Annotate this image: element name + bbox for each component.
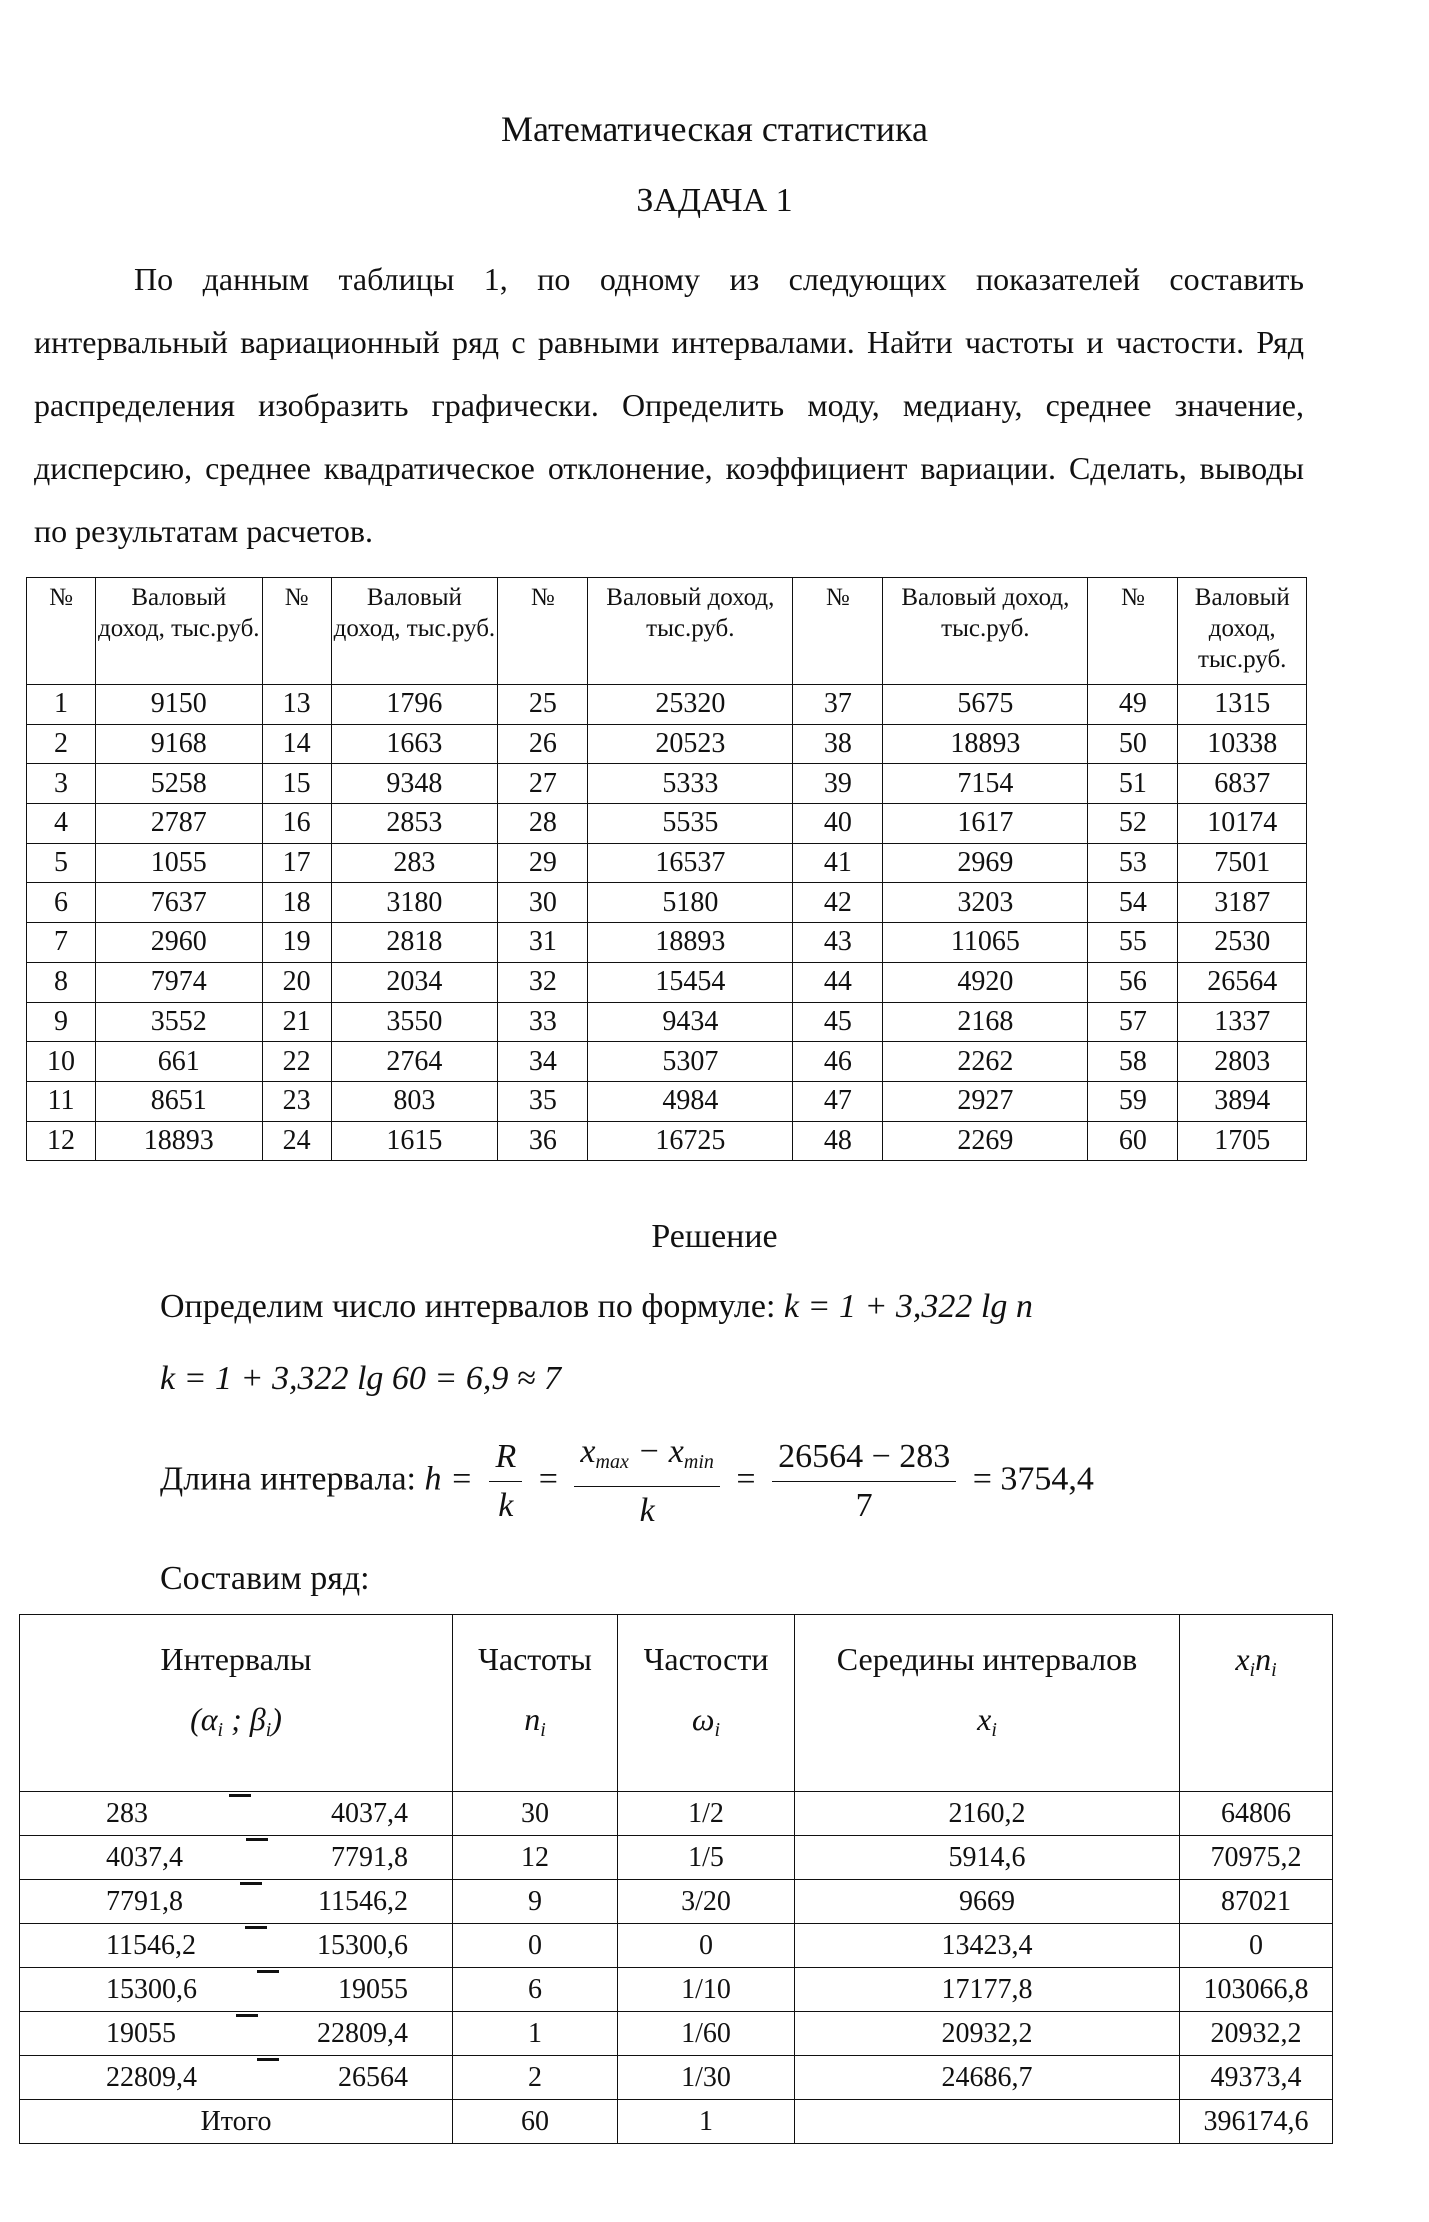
- h-result: = 3754,4: [972, 1460, 1094, 1498]
- income-value-cell: 3180: [331, 883, 498, 923]
- midpoint-cell: 5914,6: [795, 1836, 1180, 1880]
- midpoint-cell: 24686,7: [795, 2056, 1180, 2100]
- midpoint-cell: 20932,2: [795, 2012, 1180, 2056]
- table-row: [20, 2056, 1333, 2100]
- interval-start: 283: [106, 1797, 148, 1829]
- income-value-cell: 9168: [95, 724, 262, 764]
- row-number-cell: 26: [498, 724, 588, 764]
- row-number-cell: 16: [262, 804, 331, 844]
- row-number-cell: 10: [27, 1042, 96, 1082]
- table-row: [27, 1081, 1307, 1121]
- product-cell: 87021: [1180, 1880, 1333, 1924]
- income-value-cell: 18893: [95, 1121, 262, 1161]
- income-value-cell: 2530: [1178, 923, 1307, 963]
- total-relative-cell: 1: [618, 2100, 795, 2144]
- interval-start: 19055: [106, 2017, 176, 2049]
- table-row: [27, 1121, 1307, 1161]
- interval-cell: [20, 2012, 453, 2056]
- income-value-cell: 5180: [588, 883, 793, 923]
- interval-table-header: [20, 1615, 1333, 1792]
- table-row: [20, 2012, 1333, 2056]
- income-value-cell: 2818: [331, 923, 498, 963]
- product-cell: 0: [1180, 1924, 1333, 1968]
- row-number-cell: 12: [27, 1121, 96, 1161]
- relative-frequency-cell: 0: [618, 1924, 795, 1968]
- income-value-cell: 5535: [588, 804, 793, 844]
- frequency-cell: 6: [453, 1968, 618, 2012]
- dash-separator: [240, 1882, 262, 1922]
- income-value-cell: 3552: [95, 1002, 262, 1042]
- frequency-cell: 12: [453, 1836, 618, 1880]
- table-row: [27, 1042, 1307, 1082]
- income-value-cell: 5675: [883, 685, 1088, 725]
- income-value-cell: 1055: [95, 843, 262, 883]
- row-number-cell: 59: [1088, 1081, 1178, 1121]
- total-label-cell: Итого: [20, 2100, 453, 2144]
- dash-separator: [236, 2014, 258, 2054]
- row-number-cell: 17: [262, 843, 331, 883]
- relative-frequency-cell: 1/30: [618, 2056, 795, 2100]
- row-number-cell: 47: [793, 1081, 883, 1121]
- income-value-cell: 10338: [1178, 724, 1307, 764]
- product-cell: 49373,4: [1180, 2056, 1333, 2100]
- row-number-cell: 38: [793, 724, 883, 764]
- income-value-cell: 26564: [1178, 962, 1307, 1002]
- row-number-cell: 14: [262, 724, 331, 764]
- income-value-cell: 2168: [883, 1002, 1088, 1042]
- header-relative-frequencies: Частости $\omega_i$: [618, 1615, 795, 1792]
- product-cell: 103066,8: [1180, 1968, 1333, 2012]
- income-value-cell: 5258: [95, 764, 262, 804]
- income-value-cell: 16537: [588, 843, 793, 883]
- row-number-cell: 23: [262, 1081, 331, 1121]
- row-number-cell: 40: [793, 804, 883, 844]
- row-number-cell: 32: [498, 962, 588, 1002]
- interval-cell: [20, 1968, 453, 2012]
- income-value-cell: 2787: [95, 804, 262, 844]
- frequency-cell: 1: [453, 2012, 618, 2056]
- row-number-cell: 55: [1088, 923, 1178, 963]
- h-equals: h =: [424, 1460, 473, 1498]
- income-value-cell: 8651: [95, 1081, 262, 1121]
- total-product-cell: 396174,6: [1180, 2100, 1333, 2144]
- midpoint-cell: 2160,2: [795, 1792, 1180, 1836]
- row-number-cell: 34: [498, 1042, 588, 1082]
- dash-separator: [257, 1970, 279, 2010]
- income-value-cell: 2927: [883, 1081, 1088, 1121]
- row-number-cell: 25: [498, 685, 588, 725]
- income-value-cell: 7154: [883, 764, 1088, 804]
- income-value-cell: 1705: [1178, 1121, 1307, 1161]
- dash-separator: [246, 1838, 268, 1878]
- product-cell: 64806: [1180, 1792, 1333, 1836]
- frequency-cell: 2: [453, 2056, 618, 2100]
- row-number-cell: 37: [793, 685, 883, 725]
- header-intervals: Интервалы ($\alpha_i$ ; $\beta_i$): [20, 1615, 453, 1792]
- row-number-cell: 43: [793, 923, 883, 963]
- midpoint-cell: 17177,8: [795, 1968, 1180, 2012]
- income-value-cell: 5307: [588, 1042, 793, 1082]
- income-value-cell: 803: [331, 1081, 498, 1121]
- income-table-header: [27, 578, 1307, 685]
- row-number-cell: 5: [27, 843, 96, 883]
- row-number-cell: 27: [498, 764, 588, 804]
- row-number-cell: 29: [498, 843, 588, 883]
- interval-cell: [20, 1924, 453, 1968]
- income-value-cell: 2803: [1178, 1042, 1307, 1082]
- header-no: №: [793, 578, 883, 685]
- income-value-cell: 2269: [883, 1121, 1088, 1161]
- table-row: [20, 1880, 1333, 1924]
- income-value-cell: 1315: [1178, 685, 1307, 725]
- product-cell: 20932,2: [1180, 2012, 1333, 2056]
- row-number-cell: 54: [1088, 883, 1178, 923]
- interval-start: 7791,8: [106, 1885, 183, 1917]
- row-number-cell: 21: [262, 1002, 331, 1042]
- income-value-cell: 283: [331, 843, 498, 883]
- income-value-cell: 20523: [588, 724, 793, 764]
- header-product: $x_in_i$: [1180, 1615, 1333, 1792]
- compose-series-text: Составим ряд:: [160, 1560, 370, 1597]
- header-value: Валовый доход, тыс.руб.: [588, 578, 793, 685]
- interval-start: 4037,4: [106, 1841, 183, 1873]
- table-row: [20, 1924, 1333, 1968]
- income-value-cell: 3550: [331, 1002, 498, 1042]
- interval-end: 22809,4: [317, 2017, 408, 2049]
- interval-end: 7791,8: [331, 1841, 408, 1873]
- frequency-cell: 30: [453, 1792, 618, 1836]
- income-value-cell: 18893: [883, 724, 1088, 764]
- relative-frequency-cell: 1/10: [618, 1968, 795, 2012]
- row-number-cell: 56: [1088, 962, 1178, 1002]
- relative-frequency-cell: 1/2: [618, 1792, 795, 1836]
- table-row: [27, 923, 1307, 963]
- task-paragraph: По данным таблицы 1, по одному из следующих показателей составить интервальный вариационный ряд с равными интервалами. Найти частоты и частости. Ряд распределения изобразить графически. Определить моду, медиану, среднее значение, дисперсию, среднее квадратическое отклонение, коэффициент вариации. Сделать, выводы по результатам расчетов.: [34, 261, 1304, 549]
- total-row: [20, 2100, 1333, 2144]
- interval-end: 26564: [338, 2061, 408, 2093]
- row-number-cell: 36: [498, 1121, 588, 1161]
- row-number-cell: 13: [262, 685, 331, 725]
- table-row: [20, 1792, 1333, 1836]
- row-number-cell: 53: [1088, 843, 1178, 883]
- table-row: [27, 843, 1307, 883]
- interval-cell: [20, 1836, 453, 1880]
- income-value-cell: 9150: [95, 685, 262, 725]
- header-no: №: [498, 578, 588, 685]
- income-value-cell: 2969: [883, 843, 1088, 883]
- task-heading: ЗАДАЧА 1: [636, 182, 793, 219]
- interval-start: 15300,6: [106, 1973, 197, 2005]
- row-number-cell: 60: [1088, 1121, 1178, 1161]
- intervals-count-text: Определим число интервалов по формуле:: [160, 1288, 776, 1325]
- table-row: [27, 883, 1307, 923]
- intervals-count-line: [160, 1288, 1033, 1326]
- row-number-cell: 48: [793, 1121, 883, 1161]
- income-table: [26, 577, 1307, 1161]
- row-number-cell: 45: [793, 1002, 883, 1042]
- interval-start: 22809,4: [106, 2061, 197, 2093]
- row-number-cell: 3: [27, 764, 96, 804]
- row-number-cell: 1: [27, 685, 96, 725]
- row-number-cell: 52: [1088, 804, 1178, 844]
- dash-separator: [245, 1926, 267, 1966]
- row-number-cell: 22: [262, 1042, 331, 1082]
- row-number-cell: 19: [262, 923, 331, 963]
- row-number-cell: 6: [27, 883, 96, 923]
- relative-frequency-cell: 1/5: [618, 1836, 795, 1880]
- table-row: [27, 685, 1307, 725]
- sturges-calculation: k = 1 + 3,322 lg 60 = 6,9 ≈ 7: [160, 1360, 562, 1397]
- income-value-cell: 1337: [1178, 1002, 1307, 1042]
- interval-start: 11546,2: [106, 1929, 196, 1961]
- frequency-cell: 9: [453, 1880, 618, 1924]
- relative-frequency-cell: 1/60: [618, 2012, 795, 2056]
- header-value: Валовый доход, тыс.руб.: [95, 578, 262, 685]
- total-frequency-cell: 60: [453, 2100, 618, 2144]
- row-number-cell: 46: [793, 1042, 883, 1082]
- header-value: Валовый доход, тыс.руб.: [1178, 578, 1307, 685]
- income-value-cell: 9348: [331, 764, 498, 804]
- row-number-cell: 31: [498, 923, 588, 963]
- interval-end: 4037,4: [331, 1797, 408, 1829]
- income-value-cell: 7637: [95, 883, 262, 923]
- income-value-cell: 5333: [588, 764, 793, 804]
- income-value-cell: 2764: [331, 1042, 498, 1082]
- income-value-cell: 9434: [588, 1002, 793, 1042]
- income-value-cell: 1663: [331, 724, 498, 764]
- income-value-cell: 1615: [331, 1121, 498, 1161]
- row-number-cell: 4: [27, 804, 96, 844]
- solution-heading: Решение: [651, 1218, 778, 1255]
- row-number-cell: 50: [1088, 724, 1178, 764]
- header-value: Валовый доход, тыс.руб.: [331, 578, 498, 685]
- header-frequencies: Частоты $n_i$: [453, 1615, 618, 1792]
- income-value-cell: 2262: [883, 1042, 1088, 1082]
- row-number-cell: 7: [27, 923, 96, 963]
- interval-cell: [20, 2056, 453, 2100]
- income-value-cell: 7974: [95, 962, 262, 1002]
- row-number-cell: 41: [793, 843, 883, 883]
- table-row: [27, 724, 1307, 764]
- relative-frequency-cell: 3/20: [618, 1880, 795, 1924]
- table-row: [27, 1002, 1307, 1042]
- row-number-cell: 35: [498, 1081, 588, 1121]
- fraction-numeric: $\frac{26564 - 283}{7}$: [772, 1437, 956, 1526]
- interval-cell: [20, 1880, 453, 1924]
- page-title: Математическая статистика: [501, 109, 928, 149]
- row-number-cell: 39: [793, 764, 883, 804]
- fraction-r-over-k: $\frac{R}{k}$: [489, 1437, 522, 1526]
- table-row: [20, 1836, 1333, 1880]
- income-value-cell: 2960: [95, 923, 262, 963]
- income-value-cell: 10174: [1178, 804, 1307, 844]
- header-no: №: [27, 578, 96, 685]
- table-row: [27, 962, 1307, 1002]
- row-number-cell: 18: [262, 883, 331, 923]
- row-number-cell: 2: [27, 724, 96, 764]
- sturges-formula: k = 1 + 3,322 lg n: [783, 1288, 1033, 1325]
- income-value-cell: 4920: [883, 962, 1088, 1002]
- frequency-cell: 0: [453, 1924, 618, 1968]
- row-number-cell: 8: [27, 962, 96, 1002]
- row-number-cell: 11: [27, 1081, 96, 1121]
- income-value-cell: 25320: [588, 685, 793, 725]
- income-value-cell: 661: [95, 1042, 262, 1082]
- fraction-range-over-k: $\frac{x_{max} - x_{min}}{k}$: [574, 1432, 719, 1531]
- midpoint-cell: 9669: [795, 1880, 1180, 1924]
- income-value-cell: 3894: [1178, 1081, 1307, 1121]
- income-value-cell: 6837: [1178, 764, 1307, 804]
- product-cell: 70975,2: [1180, 1836, 1333, 1880]
- income-value-cell: 16725: [588, 1121, 793, 1161]
- income-value-cell: 18893: [588, 923, 793, 963]
- interval-end: 19055: [338, 1973, 408, 2005]
- interval-end: 11546,2: [318, 1885, 408, 1917]
- interval-length-line: Длина интервала: h = $\frac{R}{k}$ = $\frac{x_{max} - x_{min}}{k}$ = $\frac{26564 - 283}{7}$ = 3754,4: [160, 1433, 1094, 1529]
- income-table-body: [27, 685, 1307, 1161]
- row-number-cell: 9: [27, 1002, 96, 1042]
- table-row: [27, 764, 1307, 804]
- header-midpoints: Середины интервалов $x_i$: [795, 1615, 1180, 1792]
- interval-length-text: Длина интервала:: [160, 1460, 416, 1498]
- row-number-cell: 57: [1088, 1002, 1178, 1042]
- income-value-cell: 1617: [883, 804, 1088, 844]
- interval-end: 15300,6: [317, 1929, 408, 1961]
- header-no: №: [1088, 578, 1178, 685]
- header-no: №: [262, 578, 331, 685]
- dash-separator: [229, 1794, 251, 1834]
- row-number-cell: 15: [262, 764, 331, 804]
- income-value-cell: 3203: [883, 883, 1088, 923]
- row-number-cell: 30: [498, 883, 588, 923]
- row-number-cell: 44: [793, 962, 883, 1002]
- total-empty-cell: [795, 2100, 1180, 2144]
- income-value-cell: 4984: [588, 1081, 793, 1121]
- income-value-cell: 2034: [331, 962, 498, 1002]
- row-number-cell: 28: [498, 804, 588, 844]
- table-row: [20, 1968, 1333, 2012]
- row-number-cell: 51: [1088, 764, 1178, 804]
- interval-cell: [20, 1792, 453, 1836]
- income-value-cell: 7501: [1178, 843, 1307, 883]
- interval-table-body: [20, 1792, 1333, 2144]
- row-number-cell: 20: [262, 962, 331, 1002]
- row-number-cell: 24: [262, 1121, 331, 1161]
- income-value-cell: 15454: [588, 962, 793, 1002]
- row-number-cell: 58: [1088, 1042, 1178, 1082]
- income-value-cell: 2853: [331, 804, 498, 844]
- row-number-cell: 49: [1088, 685, 1178, 725]
- row-number-cell: 42: [793, 883, 883, 923]
- row-number-cell: 33: [498, 1002, 588, 1042]
- income-value-cell: 11065: [883, 923, 1088, 963]
- dash-separator: [257, 2058, 279, 2098]
- header-value: Валовый доход, тыс.руб.: [883, 578, 1088, 685]
- interval-series-table: [19, 1614, 1333, 2144]
- midpoint-cell: 13423,4: [795, 1924, 1180, 1968]
- income-value-cell: 1796: [331, 685, 498, 725]
- table-row: [27, 804, 1307, 844]
- income-value-cell: 3187: [1178, 883, 1307, 923]
